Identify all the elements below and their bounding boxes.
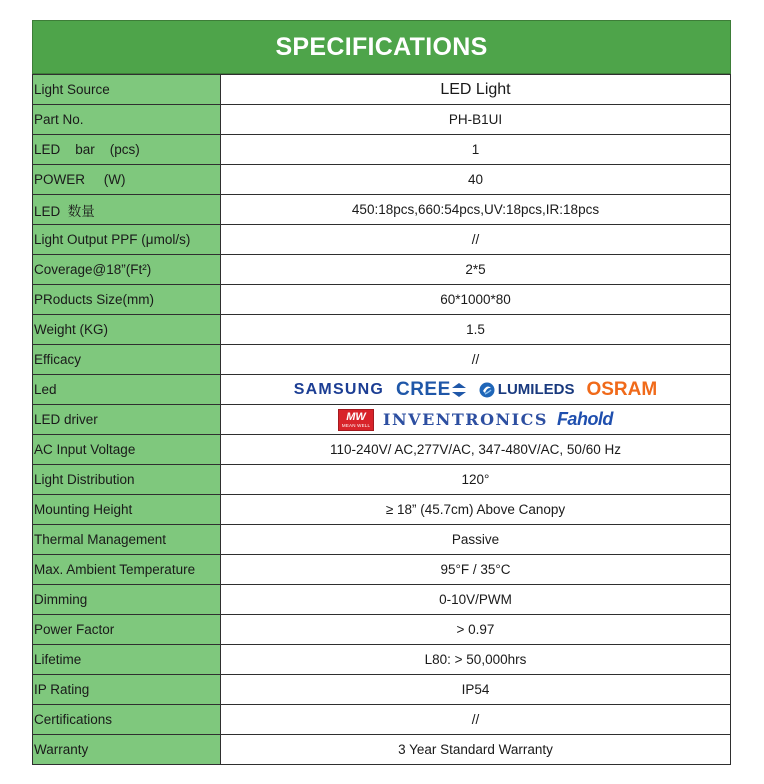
- spec-row: [33, 735, 731, 765]
- driver-brand-logos: [221, 405, 731, 435]
- spec-value: 1: [221, 135, 731, 165]
- cree-logo: CREE: [396, 379, 467, 401]
- spec-row: [33, 345, 731, 375]
- spec-label: AC Input Voltage: [33, 435, 221, 465]
- spec-label: Dimming: [33, 585, 221, 615]
- spec-label: LED driver: [33, 405, 221, 435]
- spec-label: Certifications: [33, 705, 221, 735]
- fahold-logo: Fahold: [556, 409, 613, 429]
- spec-value: ≥ 18” (45.7cm) Above Canopy: [221, 495, 731, 525]
- lumileds-logo: LUMILEDS: [479, 381, 575, 398]
- spec-row: [33, 465, 731, 495]
- spec-row: [33, 225, 731, 255]
- spec-row: [33, 555, 731, 585]
- spec-value: L80: > 50,000hrs: [221, 645, 731, 675]
- spec-label: Led: [33, 375, 221, 405]
- spec-label: Mounting Height: [33, 495, 221, 525]
- spec-label: LED 数量: [33, 195, 221, 225]
- spec-label: Weight (KG): [33, 315, 221, 345]
- spec-row-led-brands: [33, 375, 731, 405]
- spec-label: Light Output PPF (μmol/s): [33, 225, 221, 255]
- meanwell-logo: MW MEAN WELL: [338, 409, 374, 431]
- spec-value: 110-240V/ AC,277V/AC, 347-480V/AC, 50/60 Hz: [221, 435, 731, 465]
- spec-value: //: [221, 225, 731, 255]
- spec-row: [33, 615, 731, 645]
- spec-row: [33, 585, 731, 615]
- spec-value: 3 Year Standard Warranty: [221, 735, 731, 765]
- spec-value: 60*1000*80: [221, 285, 731, 315]
- spec-value: IP54: [221, 675, 731, 705]
- spec-value: 120°: [221, 465, 731, 495]
- spec-row: [33, 195, 731, 225]
- spec-label: PRoducts Size(mm): [33, 285, 221, 315]
- spec-row: [33, 315, 731, 345]
- spec-row: [33, 675, 731, 705]
- spec-value: 0-10V/PWM: [221, 585, 731, 615]
- spec-row: [33, 705, 731, 735]
- spec-value: LED Light: [221, 75, 731, 105]
- spec-row: [33, 525, 731, 555]
- spec-label: Light Source: [33, 75, 221, 105]
- title-bar: [32, 20, 731, 74]
- page-title: SPECIFICATIONS: [275, 32, 488, 61]
- spec-row: [33, 435, 731, 465]
- cree-arrows-icon: [451, 383, 467, 397]
- spec-label: Part No.: [33, 105, 221, 135]
- spec-value: 2*5: [221, 255, 731, 285]
- samsung-logo: SAMSUNG: [293, 380, 384, 398]
- spec-value: 95°F / 35°C: [221, 555, 731, 585]
- spec-sheet: [32, 20, 731, 765]
- spec-label: IP Rating: [33, 675, 221, 705]
- spec-row-driver-brands: [33, 405, 731, 435]
- spec-value: Passive: [221, 525, 731, 555]
- spec-value: PH-B1UI: [221, 105, 731, 135]
- spec-table: [32, 74, 731, 765]
- spec-value: > 0.97: [221, 615, 731, 645]
- spec-label: Max. Ambient Temperature: [33, 555, 221, 585]
- spec-value: //: [221, 345, 731, 375]
- spec-row: [33, 645, 731, 675]
- spec-row: [33, 135, 731, 165]
- spec-row: [33, 75, 731, 105]
- spec-row: [33, 495, 731, 525]
- spec-value: 40: [221, 165, 731, 195]
- spec-row: [33, 255, 731, 285]
- spec-label: POWER (W): [33, 165, 221, 195]
- spec-label: Efficacy: [33, 345, 221, 375]
- spec-value: 450:18pcs,660:54pcs,UV:18pcs,IR:18pcs: [221, 195, 731, 225]
- spec-value: //: [221, 705, 731, 735]
- spec-label: Lifetime: [33, 645, 221, 675]
- spec-value: 1.5: [221, 315, 731, 345]
- spec-label: Light Distribution: [33, 465, 221, 495]
- spec-row: [33, 105, 731, 135]
- led-brand-logos: [221, 375, 731, 405]
- spec-row: [33, 285, 731, 315]
- lumileds-swirl-icon: [479, 382, 495, 398]
- inventronics-logo: INVENTRONICS: [383, 410, 548, 429]
- spec-label: Warranty: [33, 735, 221, 765]
- spec-label: LED bar (pcs): [33, 135, 221, 165]
- spec-label: Power Factor: [33, 615, 221, 645]
- spec-label: Coverage@18”(Ft²): [33, 255, 221, 285]
- osram-logo: OSRAM: [586, 378, 658, 400]
- spec-label: Thermal Management: [33, 525, 221, 555]
- spec-row: [33, 165, 731, 195]
